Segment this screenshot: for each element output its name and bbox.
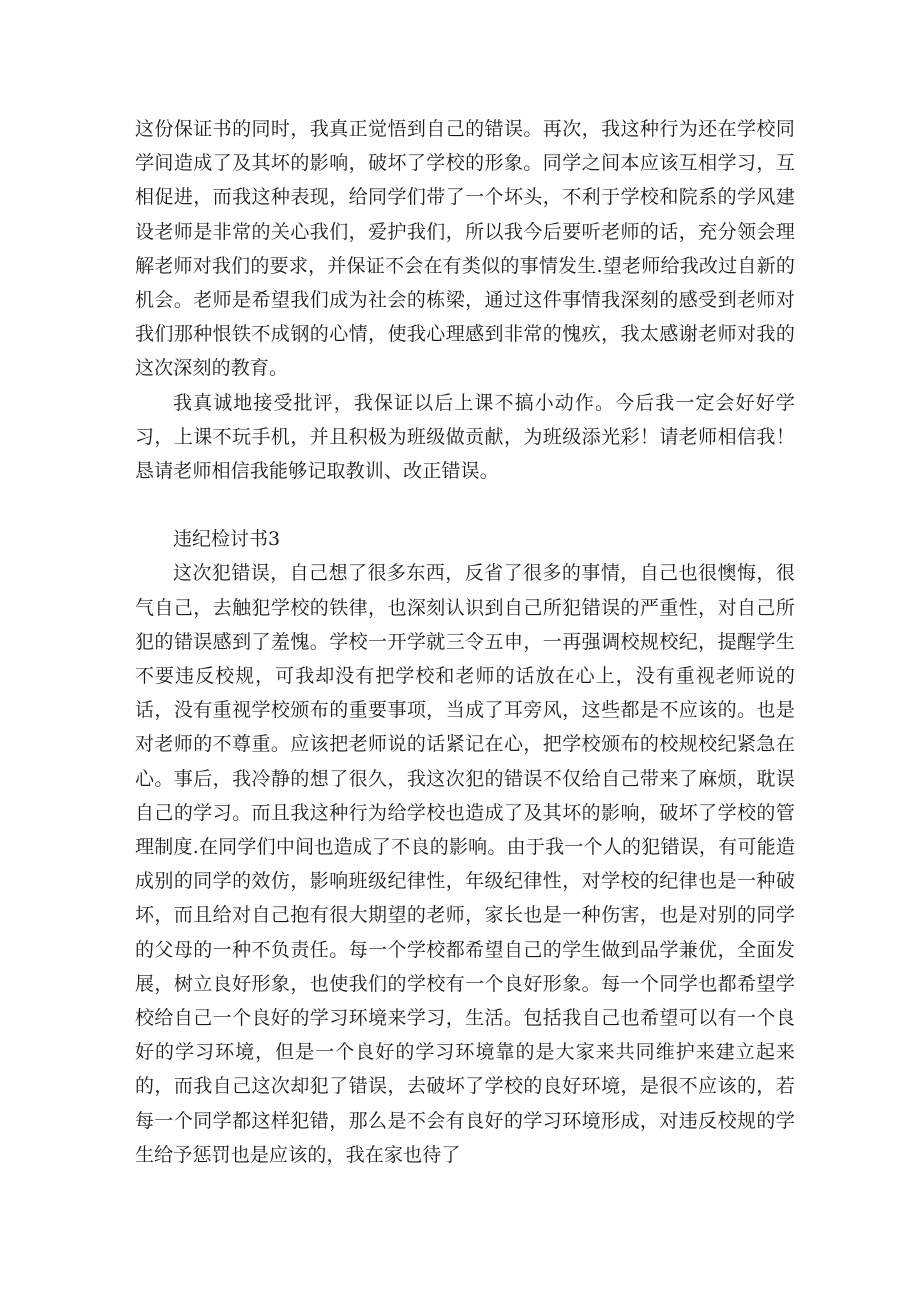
document-body xyxy=(135,112,795,1172)
section-title: 违纪检讨书3 xyxy=(173,528,281,551)
paragraph-continuation: 这份保证书的同时，我真正觉悟到自己的错误。再次，我这种行为还在学校同学间造成了及其坏的影响，破坏了学校的形象。同学之间本应该互相学习，互相促进，而我这种表现，给同学们带了一个坏头，不利于学校和院系的学风建设老师是非常的关心我们，爱护我们，所以我今后要听老师的话，充分领会理解老师对我们的要求，并保证不会在有类似的事情发生.望老师给我改过自新的机会。老师是希望我们成为社会的栋梁，通过这件事情我深刻的感受到老师对我们那种恨铁不成钢的心情，使我心理感到非常的愧疚，我太感谢老师对我的这次深刻的教育。 xyxy=(135,118,795,380)
paragraph-promise: 我真诚地接受批评，我保证以后上课不搞小动作。今后我一定会好好学习，上课不玩手机，并且积极为班级做贡献，为班级添光彩！请老师相信我！恳请老师相信我能够记取教训、改正错误。 xyxy=(135,391,795,483)
paragraph-reflection: 这次犯错误，自己想了很多东西，反省了很多的事情，自己也很懊悔，很气自己，去触犯学校的铁律，也深刻认识到自己所犯错误的严重性，对自己所犯的错误感到了羞愧。学校一开学就三令五申，一再强调校规校纪，提醒学生不要违反校规，可我却没有把学校和老师的话放在心上，没有重视老师说的话，没有重视学校颁布的重要事项，当成了耳旁风，这些都是不应该的。也是对老师的不尊重。应该把老师说的话紧记在心，把学校颁布的校规校纪紧急在心。事后，我冷静的想了很久，我这次犯的错误不仅给自己带来了麻烦，耽误自己的学习。而且我这种行为给学校也造成了及其坏的影响，破坏了学校的管理制度.在同学们中间也造成了不良的影响。由于我一个人的犯错误，有可能造成别的同学的效仿，影响班级纪律性，年级纪律性，对学校的纪律也是一种破坏，而且给对自己抱有很大期望的老师，家长也是一种伤害，也是对别的同学的父母的一种不负责任。每一个学校都希望自己的学生做到品学兼优，全面发展，树立良好形象，也使我们的学校有一个良好形象。每一个同学也都希望学校给自己一个良好的学习环境来学习，生活。包括我自己也希望可以有一个良好的学习环境，但是一个良好的学习环境靠的是大家来共同维护来建立起来的，而我自己这次却犯了错误，去破坏了学校的良好环境，是很不应该的，若每一个同学都这样犯错，那么是不会有良好的学习环境形成，对违反校规的学生给予惩罚也是应该的，我在家也待了 xyxy=(135,562,795,1166)
paragraph-gap xyxy=(135,488,795,522)
